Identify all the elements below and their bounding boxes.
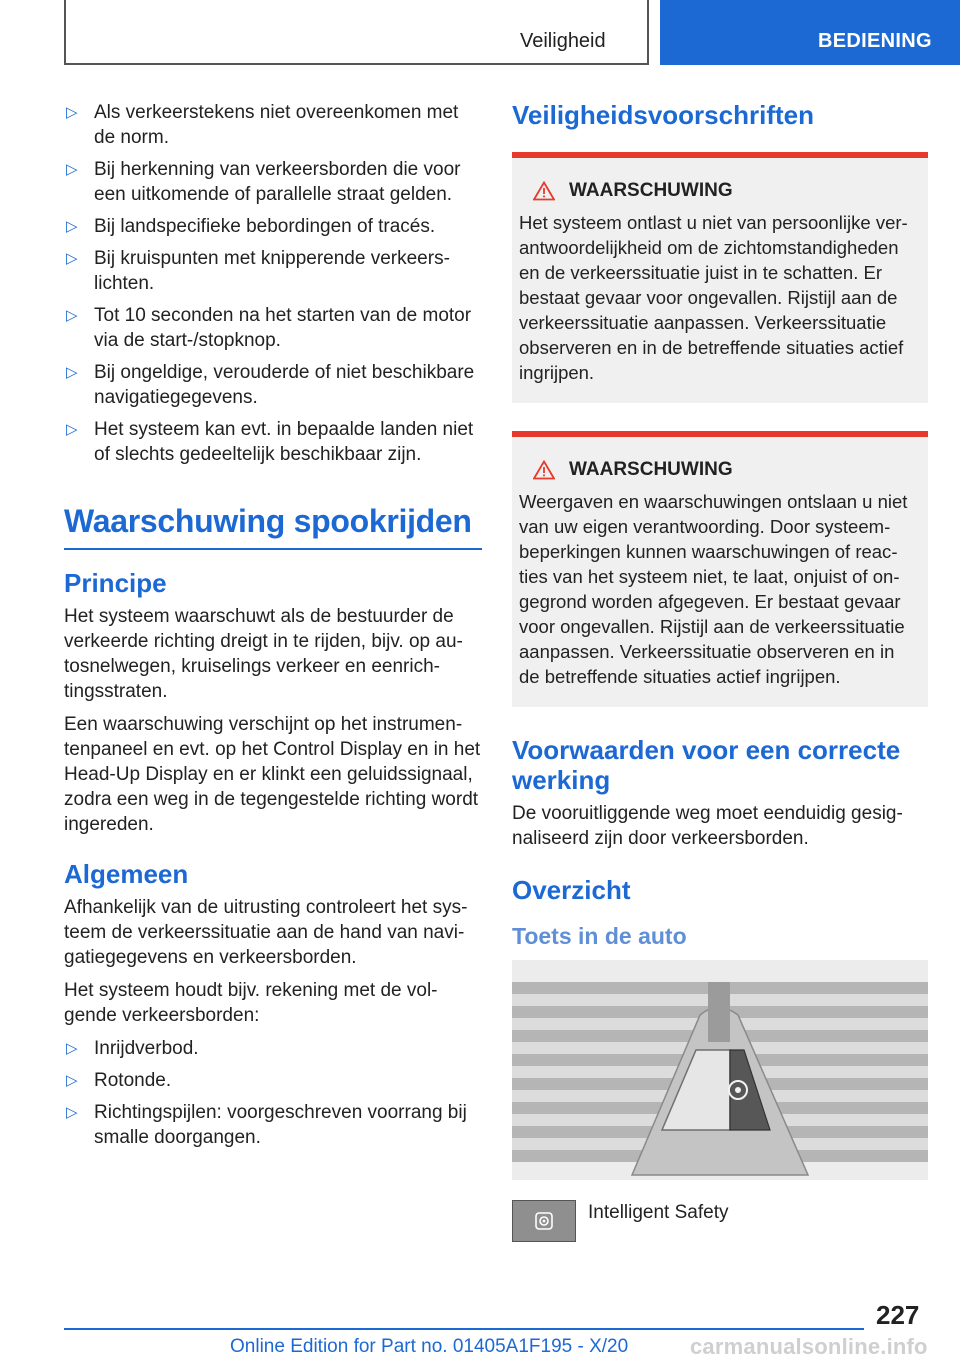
triangle-right-icon: ▷ — [66, 1040, 78, 1057]
voorwaarden-paragraph: De vooruitliggende weg moet eenduidig gesignaliseerd zijn door verkeersborden. — [512, 803, 903, 849]
watermark: carmanualsonline.info — [690, 1334, 928, 1359]
right-column — [512, 100, 928, 1242]
conditions-list — [64, 100, 482, 467]
list-item: ▷ Tot 10 seconden na het starten van de motor via de start-/stopknop. — [66, 305, 472, 351]
page-number: 227 — [876, 1300, 920, 1330]
page-title: Waarschuwing spookrijden — [64, 503, 482, 550]
principe-heading: Principe — [64, 568, 167, 598]
header-section-label: Veiligheid — [520, 30, 606, 52]
warning-header — [533, 459, 920, 481]
list-item: ▷ Bij kruispunten met knipperende verkeerslichten. — [66, 248, 450, 294]
triangle-right-icon: ▷ — [66, 218, 78, 235]
algemeen-heading: Algemeen — [64, 859, 189, 889]
overzicht-heading: Overzicht — [512, 875, 631, 905]
algemeen-paragraph-1: Afhankelijk van de uitrusting controleert het systeem de verkeerssituatie aan de hand van navigatiegegevens en verkeersborden. — [64, 897, 468, 968]
left-column — [64, 100, 482, 1157]
triangle-right-icon: ▷ — [66, 1072, 78, 1089]
chapter-tab[interactable] — [660, 0, 960, 65]
principe-paragraph-1: Het systeem waarschuwt als de bestuurder de verkeerde richting dreigt in te rijden, bijv. op autosnelwegen, kruiselings verkeer en eenrichtingsstraten. — [64, 606, 463, 702]
triangle-right-icon: ▷ — [66, 250, 78, 267]
list-item: ▷ Bij herkenning van verkeersborden die voor een uitkomende of parallelle straat gelden. — [66, 159, 461, 205]
list-item: ▷ Bij landspecifieke bebordingen of tracés. — [66, 216, 436, 237]
principe-paragraph-2: Een waarschuwing verschijnt op het instrumentenpaneel en evt. op het Control Display en in het Head-Up Display en er klinkt een geluidssignaal, zodra een weg in de tegengestelde richting wordt ingereden. — [64, 714, 481, 835]
list-item: ▷ Rotonde. — [66, 1070, 172, 1091]
triangle-right-icon: ▷ — [66, 421, 78, 438]
warning-label: WAARSCHUWING — [569, 180, 733, 201]
warning-triangle-icon — [533, 460, 555, 480]
triangle-right-icon: ▷ — [66, 364, 78, 381]
list-item: ▷ Het systeem kan evt. in bepaalde landen niet of slechts gedeeltelijk beschikbaar zijn. — [66, 419, 474, 465]
warning-label: WAARSCHUWING — [569, 459, 733, 480]
safety-heading: Veiligheidsvoorschriften — [512, 100, 814, 130]
triangle-right-icon: ▷ — [66, 1104, 78, 1121]
toets-heading: Toets in de auto — [512, 923, 687, 949]
warning-text: Het systeem ontlast u niet van persoonlijke verantwoordelijkheid om de zichtomstandigheden en de verkeerssituatie juist in te schatten. Er bestaat gevaar voor ongevallen. Rijstijl aan de verkeerssituatie aanpassen. Verkeerssituatie observeren en in de betreffende situaties actief ingrijpen. — [519, 212, 908, 383]
dashboard-button-illustration — [512, 960, 928, 1180]
warning-triangle-icon — [533, 181, 555, 201]
legend-row — [512, 1200, 928, 1242]
warning-header — [533, 180, 920, 202]
legend-label: Intelligent Safety — [588, 1202, 729, 1223]
footer-divider — [64, 1328, 864, 1330]
list-item: ▷ Inrijdverbod. — [66, 1038, 199, 1059]
button-photo — [512, 960, 928, 1180]
list-item: ▷ Als verkeerstekens niet overeenkomen met de norm. — [66, 102, 459, 148]
triangle-right-icon: ▷ — [66, 104, 78, 121]
voorwaarden-heading: Voorwaarden voor een correcte werking — [512, 735, 901, 795]
warning-box-2 — [512, 431, 928, 707]
warning-text: Weergaven en waarschuwingen ontslaan u niet van uw eigen verantwoording. Door systeembeperkingen kunnen waarschuwingen of reacties van het systeem niet, te laat, onjuist of ongegrond worden afgegeven. Er bestaat gevaar voor ongevallen. Rijstijl aan de verkeerssituatie aanpassen. Verkeerssituatie observeren en in de betreffende situaties actief ingrijpen. — [519, 491, 908, 687]
chapter-tab-label: BEDIENING — [818, 30, 932, 52]
intelligent-safety-icon — [512, 1200, 576, 1242]
list-item: ▷ Bij ongeldige, verouderde of niet beschikbare navigatiegegevens. — [66, 362, 475, 408]
warning-box-1 — [512, 152, 928, 403]
list-item: ▷ Richtingspijlen: voorgeschreven voorrang bij smalle doorgangen. — [66, 1102, 467, 1148]
triangle-right-icon: ▷ — [66, 161, 78, 178]
triangle-right-icon: ▷ — [66, 307, 78, 324]
footer-edition: Online Edition for Part no. 01405A1F195 - X/20 — [230, 1336, 629, 1357]
traffic-signs-list — [64, 1036, 482, 1150]
algemeen-paragraph-2: Het systeem houdt bijv. rekening met de volgende verkeersborden: — [64, 980, 438, 1026]
